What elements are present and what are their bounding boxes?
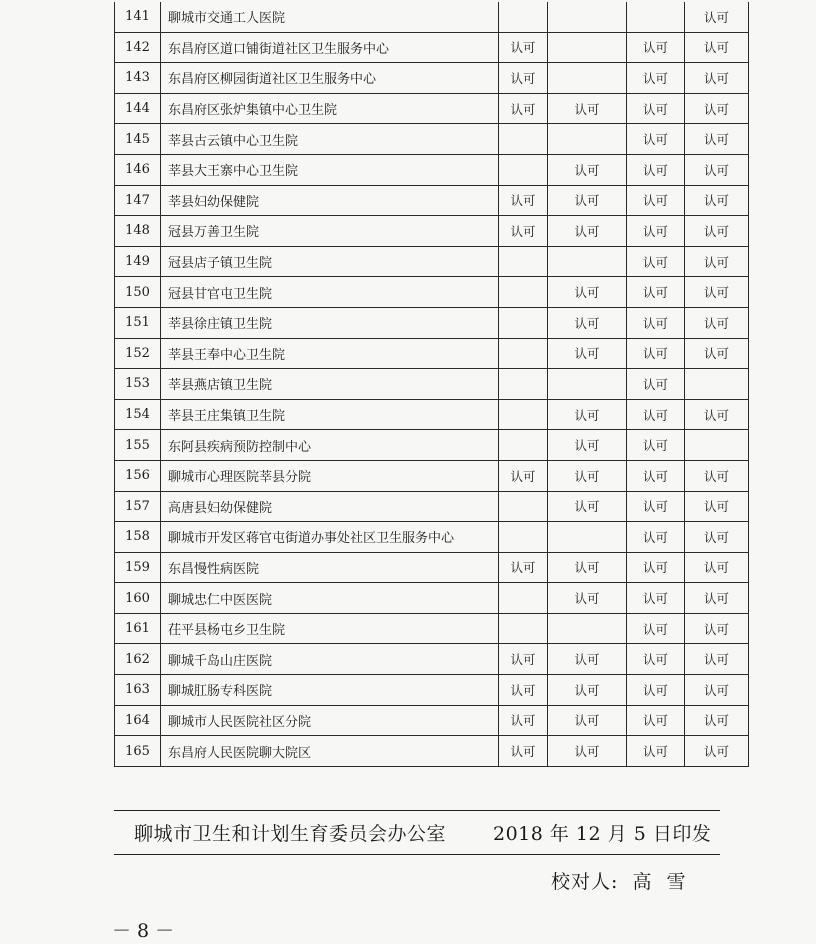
approval-cell-2: 认可 — [548, 277, 627, 308]
table-row — [115, 277, 749, 308]
approval-cell-4: 认可 — [685, 124, 749, 155]
approval-cell-2: 认可 — [548, 460, 627, 491]
approval-cell-4: 认可 — [685, 154, 749, 185]
approval-cell-4 — [685, 369, 749, 400]
table-row — [115, 613, 749, 644]
table-row — [115, 2, 749, 32]
approval-cell-3: 认可 — [627, 705, 685, 736]
approval-cell-2 — [548, 246, 627, 277]
table-row — [115, 522, 749, 553]
table-row — [115, 154, 749, 185]
approval-cell-1: 认可 — [499, 32, 548, 63]
approval-cell-4: 认可 — [685, 93, 749, 124]
institution-name-cell: 东阿县疾病预防控制中心 — [161, 430, 499, 461]
approval-cell-2: 认可 — [548, 552, 627, 583]
approval-cell-3: 认可 — [627, 338, 685, 369]
approval-cell-2: 认可 — [548, 154, 627, 185]
row-number-cell: 159 — [115, 552, 161, 583]
row-number-cell: 144 — [115, 93, 161, 124]
approval-cell-3: 认可 — [627, 736, 685, 767]
row-number-cell: 163 — [115, 675, 161, 706]
approval-cell-1: 认可 — [499, 93, 548, 124]
approval-cell-4: 认可 — [685, 736, 749, 767]
row-number-cell: 149 — [115, 246, 161, 277]
table-row — [115, 705, 749, 736]
approval-cell-1: 认可 — [499, 705, 548, 736]
table-row — [115, 399, 749, 430]
institution-name-cell: 莘县大王寨中心卫生院 — [161, 154, 499, 185]
approval-cell-4: 认可 — [685, 246, 749, 277]
approval-cell-4: 认可 — [685, 705, 749, 736]
approval-cell-2 — [548, 2, 627, 32]
institution-name-cell: 聊城千岛山庄医院 — [161, 644, 499, 675]
approval-cell-4: 认可 — [685, 491, 749, 522]
approval-cell-2: 认可 — [548, 399, 627, 430]
approval-cell-1: 认可 — [499, 216, 548, 247]
approval-cell-2: 认可 — [548, 705, 627, 736]
row-number-cell: 148 — [115, 216, 161, 247]
approval-cell-1: 认可 — [499, 736, 548, 767]
table-row — [115, 246, 749, 277]
institution-name-cell: 东昌府人民医院聊大院区 — [161, 736, 499, 767]
page-number: － 8 － — [112, 920, 175, 942]
approval-cell-3: 认可 — [627, 307, 685, 338]
approval-cell-4: 认可 — [685, 675, 749, 706]
issue-date-text: 2018 年 12 月 5 日印发 — [493, 823, 712, 845]
approval-cell-3 — [627, 2, 685, 32]
table-row — [115, 369, 749, 400]
row-number-cell: 164 — [115, 705, 161, 736]
approval-cell-2 — [548, 613, 627, 644]
institution-name-cell: 聊城忠仁中医医院 — [161, 583, 499, 614]
institution-name-cell: 莘县妇幼保健院 — [161, 185, 499, 216]
row-number-cell: 150 — [115, 277, 161, 308]
approval-cell-1 — [499, 154, 548, 185]
approval-cell-3: 认可 — [627, 552, 685, 583]
institution-name-cell: 莘县古云镇中心卫生院 — [161, 124, 499, 155]
table-row — [115, 124, 749, 155]
proofreader-text: 校对人: 高 雪 — [551, 871, 687, 893]
institution-name-cell: 茌平县杨屯乡卫生院 — [161, 613, 499, 644]
footer-rule-top — [114, 810, 720, 811]
institution-name-cell: 聊城市心理医院莘县分院 — [161, 460, 499, 491]
approval-cell-3: 认可 — [627, 185, 685, 216]
row-number-cell: 152 — [115, 338, 161, 369]
approval-cell-3: 认可 — [627, 460, 685, 491]
approval-cell-1 — [499, 277, 548, 308]
row-number-cell: 157 — [115, 491, 161, 522]
approval-cell-2: 认可 — [548, 216, 627, 247]
institution-name-cell: 东昌慢性病医院 — [161, 552, 499, 583]
approval-cell-3: 认可 — [627, 246, 685, 277]
row-number-cell: 158 — [115, 522, 161, 553]
approval-cell-2: 认可 — [548, 307, 627, 338]
table-row — [115, 63, 749, 94]
approval-cell-3: 认可 — [627, 154, 685, 185]
approval-cell-1 — [499, 338, 548, 369]
approval-cell-2: 认可 — [548, 736, 627, 767]
approval-cell-3: 认可 — [627, 124, 685, 155]
row-number-cell: 161 — [115, 613, 161, 644]
approval-cell-3: 认可 — [627, 491, 685, 522]
row-number-cell: 145 — [115, 124, 161, 155]
approval-cell-3: 认可 — [627, 93, 685, 124]
approval-cell-2: 认可 — [548, 93, 627, 124]
approval-cell-2: 认可 — [548, 185, 627, 216]
approval-cell-1 — [499, 583, 548, 614]
approval-cell-4: 认可 — [685, 216, 749, 247]
table-row — [115, 93, 749, 124]
approval-cell-1: 认可 — [499, 185, 548, 216]
table-row — [115, 185, 749, 216]
approval-cell-1 — [499, 307, 548, 338]
approval-cell-4: 认可 — [685, 644, 749, 675]
approval-cell-2 — [548, 522, 627, 553]
row-number-cell: 162 — [115, 644, 161, 675]
approval-cell-1 — [499, 124, 548, 155]
approval-cell-2 — [548, 124, 627, 155]
row-number-cell: 147 — [115, 185, 161, 216]
approval-cell-1: 认可 — [499, 460, 548, 491]
row-number-cell: 151 — [115, 307, 161, 338]
table-row — [115, 675, 749, 706]
approval-cell-3: 认可 — [627, 430, 685, 461]
approval-cell-4: 认可 — [685, 460, 749, 491]
approval-cell-1: 认可 — [499, 552, 548, 583]
institution-name-cell: 冠县甘官屯卫生院 — [161, 277, 499, 308]
footer-rule-bottom — [114, 854, 720, 855]
approval-cell-2: 认可 — [548, 583, 627, 614]
approval-cell-2 — [548, 63, 627, 94]
institution-name-cell: 聊城市开发区蒋官屯街道办事处社区卫生服务中心 — [161, 522, 499, 553]
row-number-cell: 154 — [115, 399, 161, 430]
row-number-cell: 143 — [115, 63, 161, 94]
institution-name-cell: 莘县燕店镇卫生院 — [161, 369, 499, 400]
approval-cell-2 — [548, 32, 627, 63]
row-number-cell: 156 — [115, 460, 161, 491]
approval-cell-4: 认可 — [685, 185, 749, 216]
approval-cell-2: 认可 — [548, 675, 627, 706]
table-row — [115, 216, 749, 247]
approval-cell-4: 认可 — [685, 399, 749, 430]
approval-cell-4: 认可 — [685, 32, 749, 63]
approval-cell-1: 认可 — [499, 63, 548, 94]
approval-cell-1 — [499, 2, 548, 32]
institution-name-cell: 莘县徐庄镇卫生院 — [161, 307, 499, 338]
approval-cell-3: 认可 — [627, 675, 685, 706]
institution-name-cell: 聊城肛肠专科医院 — [161, 675, 499, 706]
approval-table-body — [115, 2, 749, 766]
approval-cell-2 — [548, 369, 627, 400]
approval-cell-4: 认可 — [685, 63, 749, 94]
table-row — [115, 460, 749, 491]
institution-name-cell: 冠县万善卫生院 — [161, 216, 499, 247]
row-number-cell: 165 — [115, 736, 161, 767]
institution-name-cell: 聊城市交通工人医院 — [161, 2, 499, 32]
approval-cell-4: 认可 — [685, 307, 749, 338]
approval-cell-2: 认可 — [548, 338, 627, 369]
approval-cell-1 — [499, 399, 548, 430]
table-row — [115, 644, 749, 675]
row-number-cell: 160 — [115, 583, 161, 614]
approval-cell-4: 认可 — [685, 338, 749, 369]
table-row — [115, 491, 749, 522]
institution-name-cell: 莘县王奉中心卫生院 — [161, 338, 499, 369]
approval-cell-1 — [499, 246, 548, 277]
approval-cell-3: 认可 — [627, 369, 685, 400]
approval-cell-3: 认可 — [627, 63, 685, 94]
approval-cell-1: 认可 — [499, 644, 548, 675]
approval-cell-3: 认可 — [627, 583, 685, 614]
approval-cell-3: 认可 — [627, 644, 685, 675]
approval-cell-1: 认可 — [499, 675, 548, 706]
approval-cell-1 — [499, 522, 548, 553]
approval-cell-4: 认可 — [685, 583, 749, 614]
approval-cell-4: 认可 — [685, 2, 749, 32]
approval-cell-1 — [499, 613, 548, 644]
row-number-cell: 142 — [115, 32, 161, 63]
row-number-cell: 155 — [115, 430, 161, 461]
institution-name-cell: 冠县店子镇卫生院 — [161, 246, 499, 277]
table-row — [115, 430, 749, 461]
institution-name-cell: 高唐县妇幼保健院 — [161, 491, 499, 522]
approval-cell-1 — [499, 491, 548, 522]
institution-name-cell: 东昌府区张炉集镇中心卫生院 — [161, 93, 499, 124]
approval-cell-2: 认可 — [548, 644, 627, 675]
approval-cell-4: 认可 — [685, 277, 749, 308]
approval-cell-3: 认可 — [627, 522, 685, 553]
institution-name-cell: 东昌府区道口铺街道社区卫生服务中心 — [161, 32, 499, 63]
approval-cell-3: 认可 — [627, 399, 685, 430]
approval-cell-4: 认可 — [685, 522, 749, 553]
approval-cell-1 — [499, 430, 548, 461]
approval-cell-1 — [499, 369, 548, 400]
approval-cell-3: 认可 — [627, 32, 685, 63]
approval-cell-2: 认可 — [548, 491, 627, 522]
approval-cell-3: 认可 — [627, 613, 685, 644]
approval-cell-4 — [685, 430, 749, 461]
institution-name-cell: 莘县王庄集镇卫生院 — [161, 399, 499, 430]
institution-name-cell: 东昌府区柳园街道社区卫生服务中心 — [161, 63, 499, 94]
row-number-cell: 153 — [115, 369, 161, 400]
table-row — [115, 583, 749, 614]
approval-cell-2: 认可 — [548, 430, 627, 461]
approval-cell-3: 认可 — [627, 216, 685, 247]
approval-table — [114, 2, 749, 767]
table-row — [115, 307, 749, 338]
table-row — [115, 338, 749, 369]
table-row — [115, 736, 749, 767]
table-row — [115, 552, 749, 583]
table-row — [115, 32, 749, 63]
institution-name-cell: 聊城市人民医院社区分院 — [161, 705, 499, 736]
issuer-text: 聊城市卫生和计划生育委员会办公室 — [134, 823, 447, 845]
approval-cell-4: 认可 — [685, 552, 749, 583]
approval-cell-4: 认可 — [685, 613, 749, 644]
row-number-cell: 146 — [115, 154, 161, 185]
approval-cell-3: 认可 — [627, 277, 685, 308]
row-number-cell: 141 — [115, 2, 161, 32]
